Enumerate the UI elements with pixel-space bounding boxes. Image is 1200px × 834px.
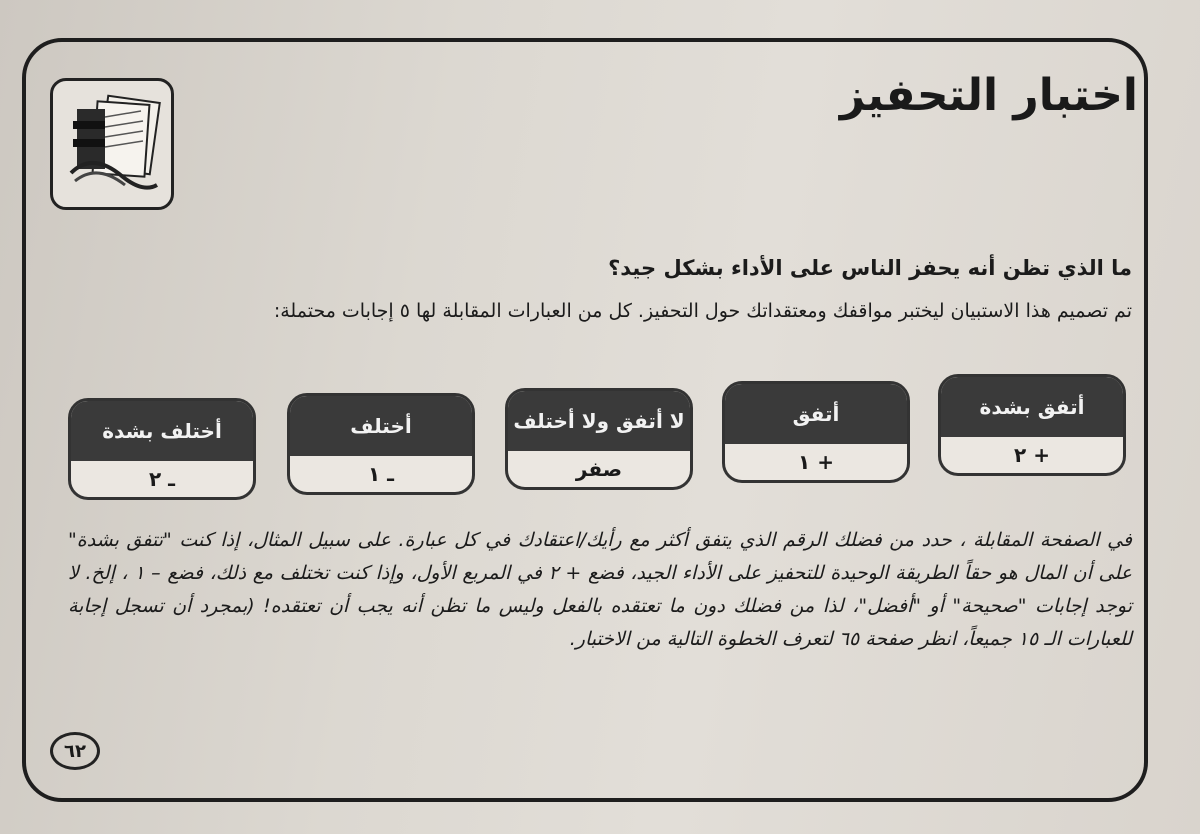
scale-strongly-agree [938,374,1126,476]
scale-label: أختلف [290,396,472,456]
instructions-paragraph: في الصفحة المقابلة ، حدد من فضلك الرقم الذي يتفق أكثر مع رأيك/اعتقادك في كل عبارة. على سبيل المثال، إذا كنت "تتفق بشدة" على أن المال هو حقاً الطريقة الوحيدة للتحفيز على الأداء الجيد، فضع + ٢ في المربع الأول، وإذا كنت تختلف مع ذلك، فضع – ١ ، إلخ. لا توجد إجابات "صحيحة" أو "أفضل"، لذا من فضلك دون ما تعتقده بالفعل وليس ما تظن أنه يجب أن تعتقده! (بمجرد أن تسجل إجابة للعبارات الـ ١٥ جميعاً، انظر صفحة ٦٥ لتعرف الخطوة التالية من الاختبار. [68,529,1132,650]
scale-agree [722,381,910,483]
scale-label: أتفق بشدة [941,377,1123,437]
scale-value: ـ ٢ [148,467,176,491]
page-number: ٦٢ [50,732,100,770]
scale-label: أتفق [725,384,907,444]
intro-text: تم تصميم هذا الاستبيان ليختبر مواقفك ومعتقداتك حول التحفيز. كل من العبارات المقابلة لها ٥ إجابات محتملة: [273,300,1132,322]
scale-disagree [287,393,475,495]
scale-label: أختلف بشدة [71,401,253,461]
documents-book-icon [50,78,174,210]
scale-neutral [505,388,693,490]
scale-value: + ٢ [1014,443,1050,467]
scale-value: ـ ١ [367,462,395,486]
page-title: اختبار التحفيز [839,70,1138,121]
scale-value: صفر [575,457,623,481]
question-heading: ما الذي تظن أنه يحفز الناس على الأداء بشكل جيد؟ [608,256,1132,280]
scale-label: لا أتفق ولا أختلف [508,391,690,451]
scale-value: + ١ [798,450,834,474]
scale-strongly-disagree [68,398,256,500]
